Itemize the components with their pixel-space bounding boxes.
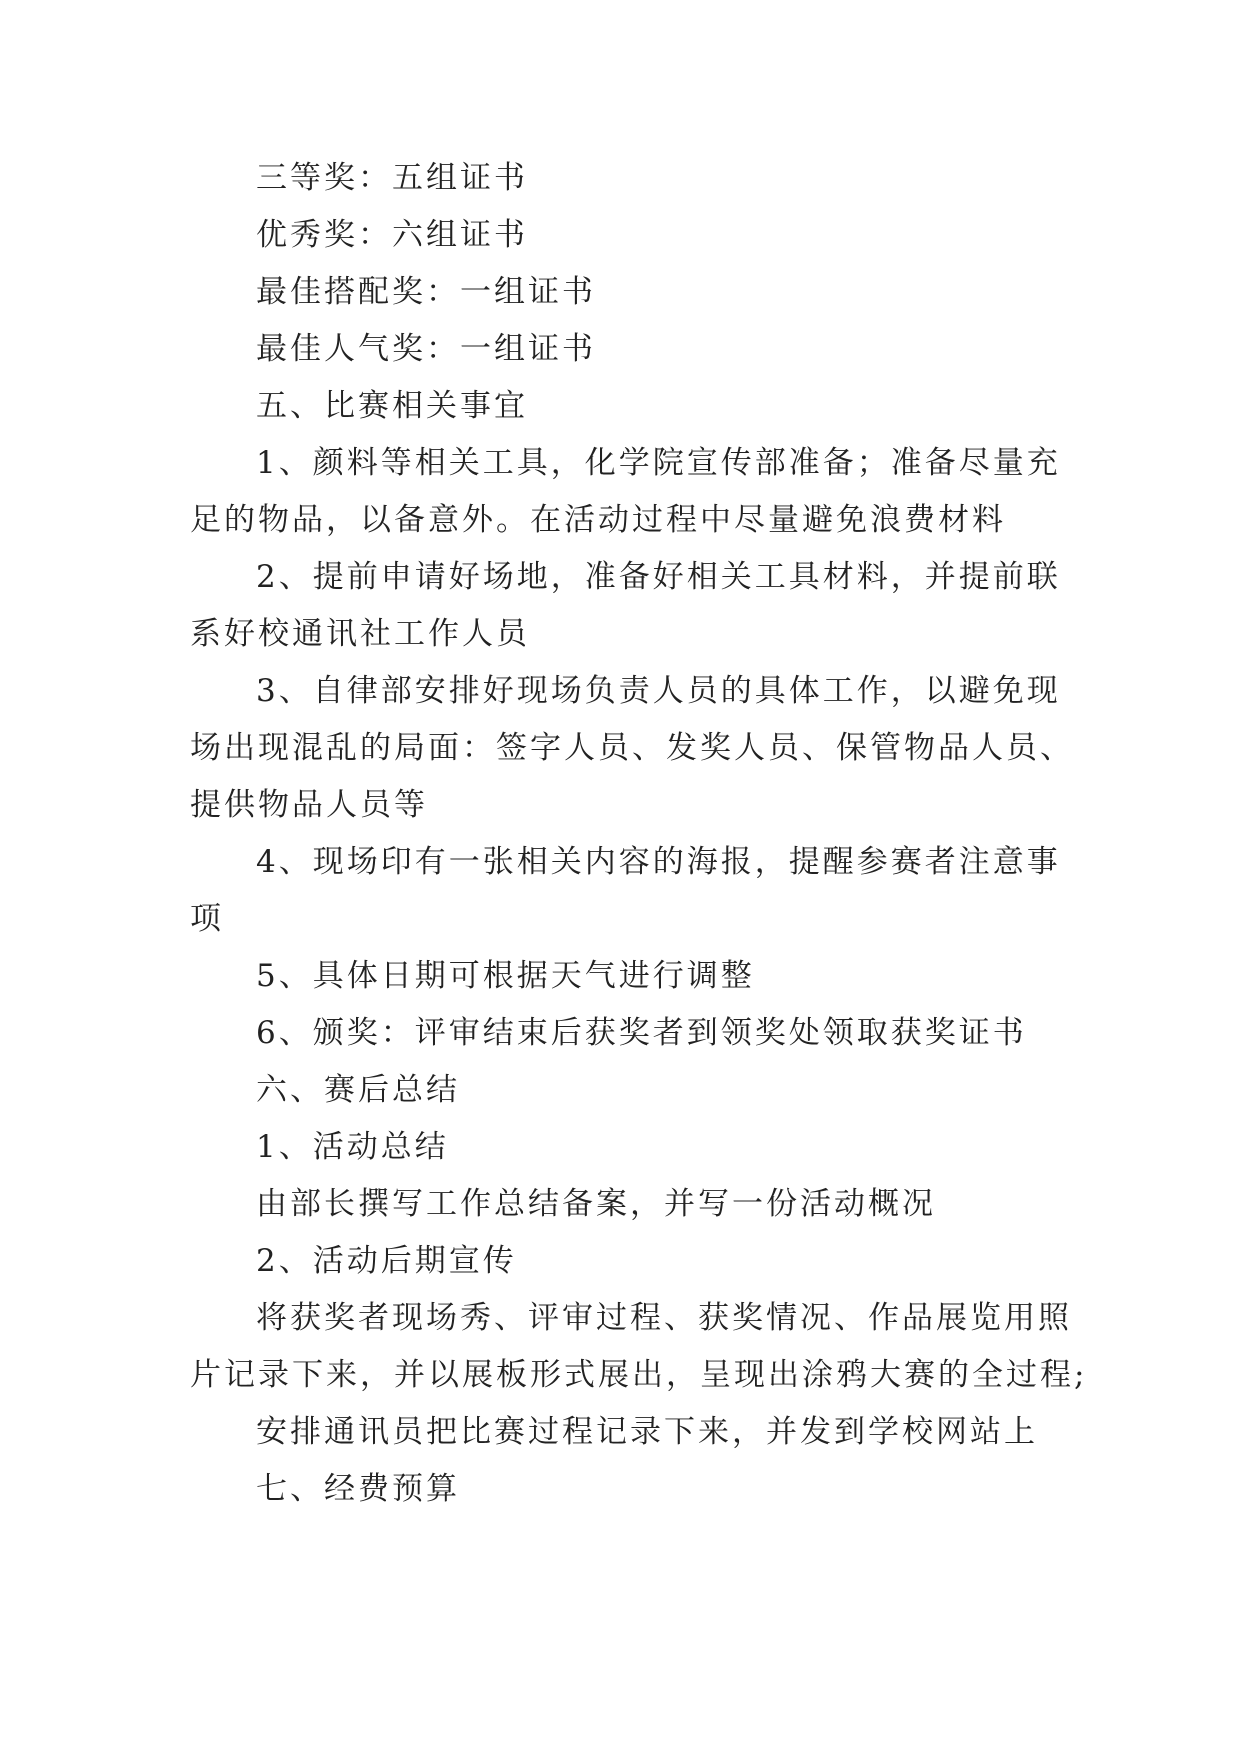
item-4-line-1: 4、现场印有一张相关内容的海报，提醒参赛者注意事: [256, 844, 1061, 880]
award-most-popular: 最佳人气奖：一组证书: [256, 331, 596, 367]
award-best-match: 最佳搭配奖：一组证书: [256, 274, 596, 310]
section-heading-six: 六、赛后总结: [256, 1072, 460, 1108]
subheading-activity-summary: 1、活动总结: [256, 1129, 449, 1165]
item-6: 6、颁奖：评审结束后获奖者到领奖处领取获奖证书: [256, 1015, 1027, 1051]
section-heading-seven: 七、经费预算: [256, 1471, 460, 1507]
item-3-line-1: 3、自律部安排好现场负责人员的具体工作，以避免现: [256, 673, 1061, 709]
item-3-line-2: 场出现混乱的局面：签字人员、发奖人员、保管物品人员、: [190, 730, 1074, 766]
item-1-line-1: 1、颜料等相关工具，化学院宣传部准备；准备尽量充: [256, 445, 1061, 481]
award-third-prize: 三等奖：五组证书: [256, 160, 528, 196]
item-5: 5、具体日期可根据天气进行调整: [256, 958, 755, 994]
promotion-line-2: 片记录下来，并以展板形式展出，呈现出涂鸦大赛的全过程;: [190, 1357, 1088, 1393]
subheading-promotion: 2、活动后期宣传: [256, 1243, 517, 1279]
item-2-line-2: 系好校通讯社工作人员: [190, 616, 530, 652]
promotion-line-1: 将获奖者现场秀、评审过程、获奖情况、作品展览用照: [256, 1300, 1072, 1336]
document-body: [190, 150, 1090, 1518]
summary-text: 由部长撰写工作总结备案，并写一份活动概况: [256, 1186, 936, 1222]
item-4-line-2: 项: [190, 901, 224, 937]
promotion-line-3: 安排通讯员把比赛过程记录下来，并发到学校网站上: [256, 1414, 1038, 1450]
section-heading-five: 五、比赛相关事宜: [256, 388, 528, 424]
item-1-line-2: 足的物品，以备意外。在活动过程中尽量避免浪费材料: [190, 502, 1006, 538]
item-2-line-1: 2、提前申请好场地，准备好相关工具材料，并提前联: [256, 559, 1061, 595]
item-3-line-3: 提供物品人员等: [190, 787, 428, 823]
award-excellence-prize: 优秀奖：六组证书: [256, 217, 528, 253]
